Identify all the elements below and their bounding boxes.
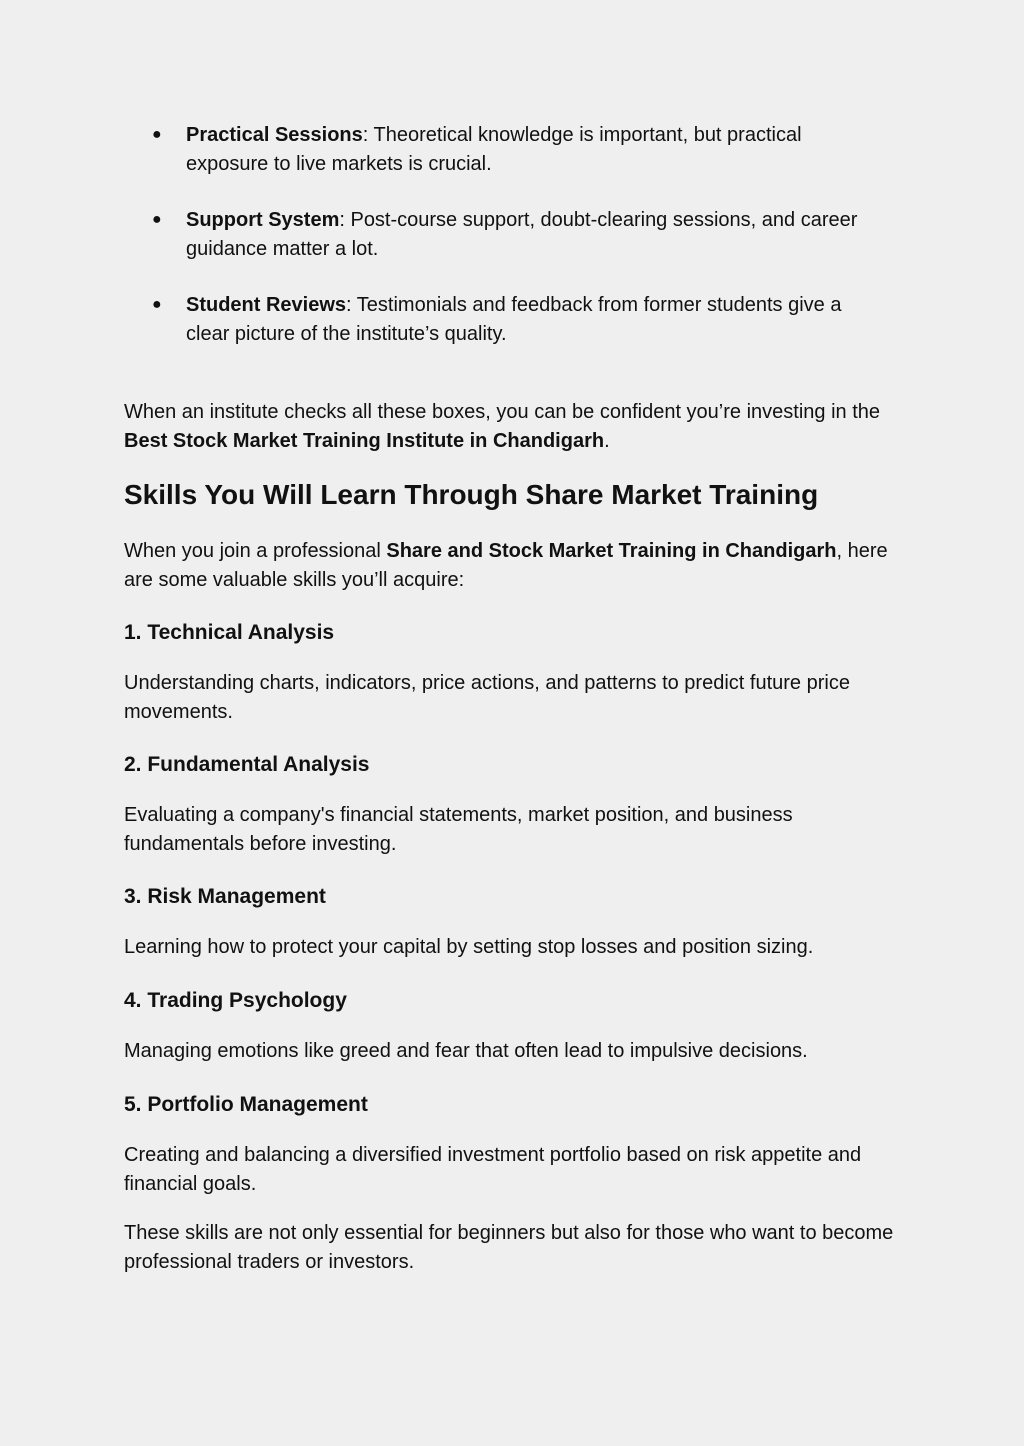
- conclusion-keyword: Best Stock Market Training Institute in Chandigarh: [124, 429, 605, 452]
- criteria-term: Student Reviews: [186, 294, 347, 316]
- bullet-icon: ●: [152, 211, 162, 228]
- criteria-item-student-reviews: [124, 291, 886, 348]
- skill-description-risk-management: Learning how to protect your capital by setting stop losses and position sizing.: [124, 936, 814, 958]
- section-heading: Skills You Will Learn Through Share Market Training: [124, 479, 819, 510]
- skill-description-trading-psychology: Managing emotions like greed and fear that often lead to impulsive decisions.: [124, 1040, 808, 1062]
- criteria-item-support-system: [124, 206, 886, 263]
- intro-text: When you join a professional: [124, 540, 387, 562]
- intro-end: , here are some valuable skills you’ll acquire:: [124, 540, 888, 591]
- skill-heading-trading-psychology: 4. Trading Psychology: [124, 989, 347, 1012]
- bullet-icon: ●: [152, 126, 162, 143]
- criteria-item-practical-sessions: [124, 121, 886, 178]
- conclusion-end: .: [604, 429, 610, 452]
- conclusion-paragraph: [124, 398, 914, 455]
- closing-paragraph: These skills are not only essential for beginners but also for those who want to become professional traders or investors.: [124, 1222, 894, 1273]
- skill-heading-technical-analysis: 1. Technical Analysis: [124, 621, 335, 644]
- skill-heading-fundamental-analysis: 2. Fundamental Analysis: [124, 753, 370, 776]
- skill-description-technical-analysis: Understanding charts, indicators, price actions, and patterns to predict future price movements.: [124, 672, 850, 723]
- conclusion-text: When an institute checks all these boxes, you can be confident you’re investing in the: [124, 401, 881, 423]
- criteria-term: Practical Sessions: [186, 124, 363, 146]
- intro-keyword: Share and Stock Market Training in Chandigarh: [386, 540, 837, 562]
- criteria-term: Support System: [186, 209, 340, 231]
- criteria-text: : Post-course support, doubt-clearing sessions, and career guidance matter a lot.: [186, 209, 858, 260]
- skill-heading-risk-management: 3. Risk Management: [124, 885, 326, 908]
- criteria-text: : Testimonials and feedback from former students give a clear picture of the institute’s quality.: [186, 294, 842, 345]
- skill-description-portfolio-management: Creating and balancing a diversified investment portfolio based on risk appetite and financial goals.: [124, 1144, 862, 1195]
- criteria-list: [124, 121, 914, 376]
- skill-description-fundamental-analysis: Evaluating a company's financial statements, market position, and business fundamentals before investing.: [124, 804, 793, 855]
- skill-heading-portfolio-management: 5. Portfolio Management: [124, 1093, 368, 1116]
- bullet-icon: ●: [152, 296, 162, 313]
- criteria-text: : Theoretical knowledge is important, but practical exposure to live markets is crucial.: [186, 124, 802, 175]
- intro-paragraph: [124, 537, 914, 594]
